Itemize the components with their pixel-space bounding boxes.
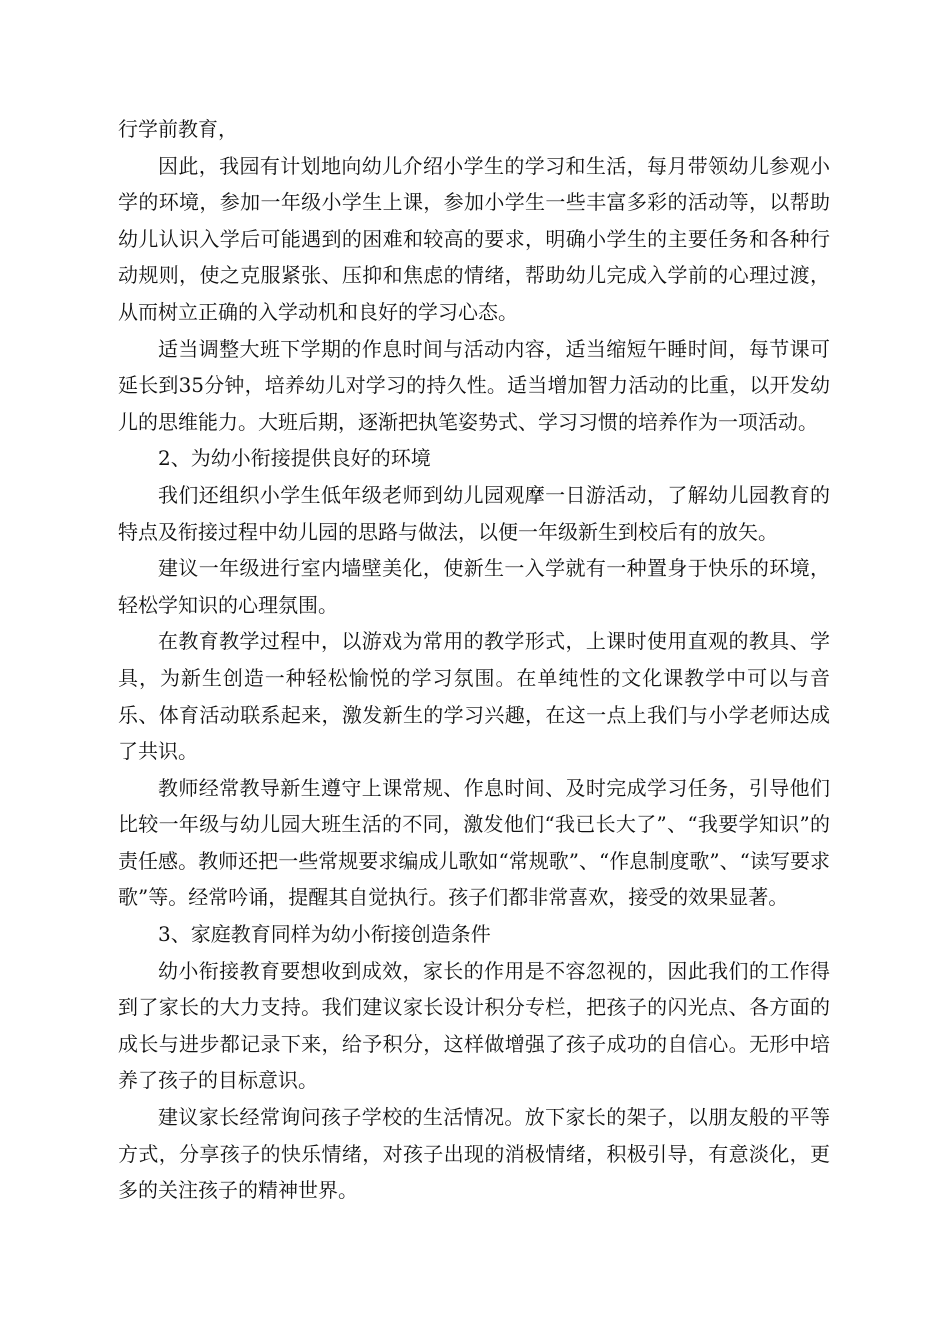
paragraph-continuation: 行学前教育， <box>118 117 238 141</box>
section-heading-environment: 2、为幼小衔接提供良好的环境 <box>158 446 431 471</box>
paragraph-teacher-observation: 我们还组织小学生低年级老师到幼儿园观摩一日游活动，了解幼儿园教育的特点及衔接过程中幼儿园的思路与做法，以便一年级新生到校后有的放矢。 <box>118 482 830 544</box>
paragraph-parent-communication: 建议家长经常询问孩子学校的生活情况。放下家长的架子，以朋友般的平等方式，分享孩子的快乐情绪，对孩子出现的消极情绪，积极引导，有意淡化，更多的关注孩子的精神世界。 <box>118 1105 830 1203</box>
section-heading-family-education: 3、家庭教育同样为幼小衔接创造条件 <box>158 922 491 947</box>
document-body <box>118 111 830 1209</box>
paragraph-schedule-adjustment: 适当调整大班下学期的作息时间与活动内容，适当缩短午睡时间，每节课可延长到35分钟，培养幼儿对学习的持久性。适当增加智力活动的比重，以开发幼儿的思维能力。大班后期，逐渐把执笔姿势式、学习习惯的培养作为一项活动。 <box>118 336 830 434</box>
paragraph-teaching-methods: 在教育教学过程中，以游戏为常用的教学形式，上课时使用直观的教具、学具，为新生创造一种轻松愉悦的学习氛围。在单纯性的文化课教学中可以与音乐、体育活动联系起来，激发新生的学习兴趣，在这一点上我们与小学老师达成了共识。 <box>118 629 830 764</box>
paragraph-classroom-decoration: 建议一年级进行室内墙壁美化，使新生一入学就有一种置身于快乐的环境，轻松学知识的心理氛围。 <box>118 556 830 617</box>
paragraph-school-visits: 因此，我园有计划地向幼儿介绍小学生的学习和生活，每月带领幼儿参观小学的环境，参加一年级小学生上课，参加小学生一些丰富多彩的活动等，以帮助幼儿认识入学后可能遇到的困难和较高的要求，明确小学生的主要任务和各种行动规则，使之克服紧张、压抑和焦虑的情绪，帮助幼儿完成入学前的心理过渡，从而树立正确的入学动机和良好的学习心态。 <box>118 153 830 324</box>
paragraph-routine-guidance: 教师经常教导新生遵守上课常规、作息时间、及时完成学习任务，引导他们比较一年级与幼儿园大班生活的不同，激发他们“我已长大了”、“我要学知识”的责任感。教师还把一些常规要求编成儿歌如“常规歌”、“作息制度歌”、“读写要求歌”等。经常吟诵，提醒其自觉执行。孩子们都非常喜欢，接受的效果显著。 <box>118 775 830 910</box>
paragraph-parent-support: 幼小衔接教育要想收到成效，家长的作用是不容忽视的，因此我们的工作得到了家长的大力支持。我们建议家长设计积分专栏，把孩子的闪光点、各方面的成长与进步都记录下来，给予积分，这样做增强了孩子成功的自信心。无形中培养了孩子的目标意识。 <box>118 958 830 1093</box>
